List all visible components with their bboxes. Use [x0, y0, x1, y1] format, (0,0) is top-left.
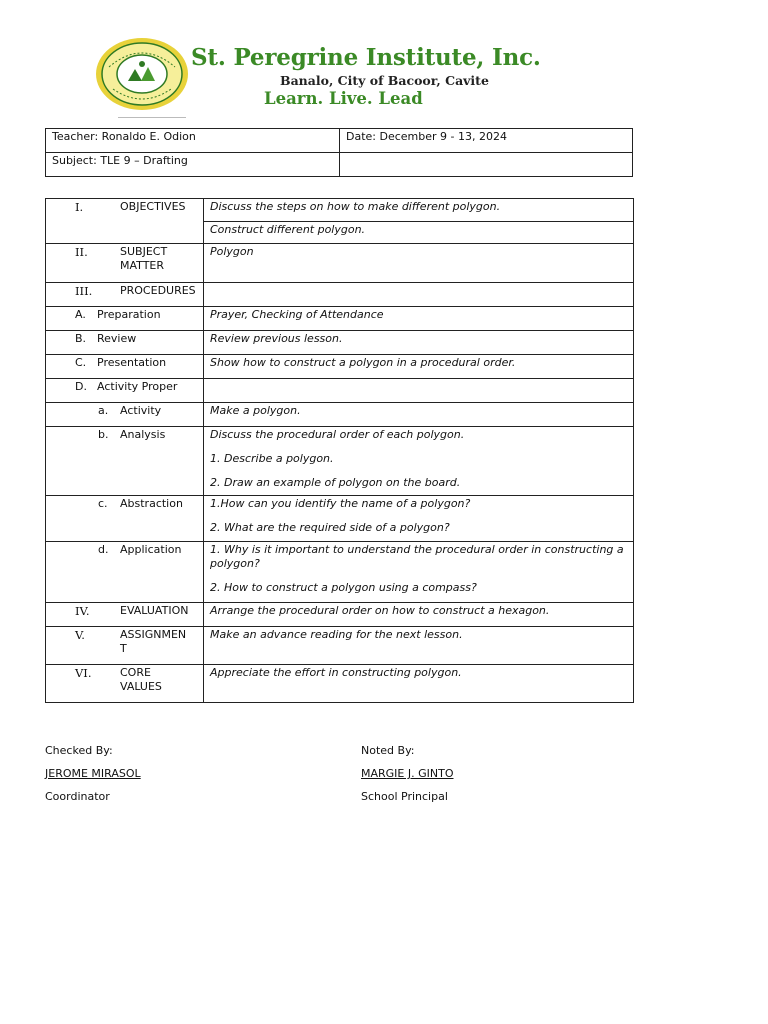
section-number: III.	[75, 284, 93, 298]
logo-underline	[118, 117, 186, 118]
substep-label: Activity	[120, 404, 162, 417]
lesson-info-table	[45, 128, 633, 177]
presentation-value: Show how to construct a polygon in a procedural order.	[210, 356, 516, 369]
activity-value: Make a polygon.	[210, 404, 301, 417]
table-row	[46, 603, 634, 627]
table-row	[46, 355, 634, 379]
section-label: SUBJECT MATTER	[120, 245, 168, 272]
substep-label: Application	[120, 543, 182, 556]
core-values-value: Appreciate the effort in constructing polygon.	[210, 666, 462, 679]
section-number: I.	[75, 200, 84, 214]
section-number: V.	[75, 628, 85, 642]
table-row	[46, 379, 634, 403]
review-value: Review previous lesson.	[210, 332, 343, 345]
step-letter: C.	[75, 356, 87, 369]
date-cell: Date: December 9 - 13, 2024	[340, 129, 633, 153]
application-text-1: 1. Why is it important to understand the procedural order in constructing a polygon?	[210, 543, 624, 570]
objective-1: Discuss the steps on how to make different polygon.	[210, 200, 501, 213]
checked-by-name: JEROME MIRASOL	[45, 767, 141, 780]
table-row	[46, 427, 634, 496]
section-label: OBJECTIVES	[120, 200, 186, 213]
noted-by-role: School Principal	[361, 790, 448, 803]
step-letter: D.	[75, 380, 87, 393]
table-row	[46, 665, 634, 703]
preparation-value: Prayer, Checking of Attendance	[210, 308, 384, 321]
substep-letter: b.	[98, 428, 109, 441]
analysis-text-2: 1. Describe a polygon.	[210, 452, 334, 465]
lesson-plan-table	[45, 198, 634, 703]
section-number: II.	[75, 245, 88, 259]
step-label: Presentation	[97, 356, 167, 369]
step-letter: B.	[75, 332, 87, 345]
table-row	[46, 496, 634, 542]
substep-letter: c.	[98, 497, 108, 510]
objective-2: Construct different polygon.	[204, 221, 633, 243]
abstraction-text-1: 1.How can you identify the name of a polygon?	[210, 497, 471, 510]
substep-label: Abstraction	[120, 497, 183, 510]
step-label: Activity Proper	[97, 380, 178, 393]
section-label: EVALUATION	[120, 604, 189, 617]
school-seal-logo	[95, 37, 189, 111]
table-row	[46, 403, 634, 427]
checked-by-label: Checked By:	[45, 744, 113, 757]
school-name: St. Peregrine Institute, Inc.	[191, 44, 541, 71]
substep-letter: a.	[98, 404, 109, 417]
abstraction-text-2: 2. What are the required side of a polygon?	[210, 521, 450, 534]
subject-cell: Subject: TLE 9 – Drafting	[46, 153, 340, 177]
table-row	[46, 283, 634, 307]
section-label: CORE VALUES	[120, 666, 162, 693]
section-label: ASSIGNMENT	[120, 628, 187, 655]
school-motto: Learn. Live. Lead	[264, 89, 423, 108]
section-number: IV.	[75, 604, 90, 618]
section-label: PROCEDURES	[120, 284, 196, 297]
table-row	[46, 542, 634, 603]
substep-letter: d.	[98, 543, 109, 556]
school-address: Banalo, City of Bacoor, Cavite	[280, 73, 489, 88]
subject-matter-value: Polygon	[210, 245, 254, 258]
step-label: Review	[97, 332, 137, 345]
evaluation-value: Arrange the procedural order on how to construct a hexagon.	[210, 604, 550, 617]
table-row	[46, 199, 634, 244]
table-row	[46, 627, 634, 665]
substep-label: Analysis	[120, 428, 166, 441]
checked-by-role: Coordinator	[45, 790, 110, 803]
noted-by-label: Noted By:	[361, 744, 415, 757]
table-row	[46, 244, 634, 283]
analysis-text-1: Discuss the procedural order of each polygon.	[210, 428, 465, 441]
blank-cell	[340, 153, 633, 177]
procedures-value	[204, 283, 633, 305]
activity-proper-value	[204, 379, 633, 401]
application-text-2: 2. How to construct a polygon using a compass?	[210, 581, 477, 594]
analysis-text-3: 2. Draw an example of polygon on the board.	[210, 476, 461, 489]
noted-by-name: MARGIE J. GINTO	[361, 767, 454, 780]
section-number: VI.	[75, 666, 92, 680]
step-label: Preparation	[97, 308, 161, 321]
table-row	[46, 331, 634, 355]
teacher-cell: Teacher: Ronaldo E. Odion	[46, 129, 340, 153]
step-letter: A.	[75, 308, 86, 321]
table-row	[46, 307, 634, 331]
assignment-value: Make an advance reading for the next lesson.	[210, 628, 463, 641]
